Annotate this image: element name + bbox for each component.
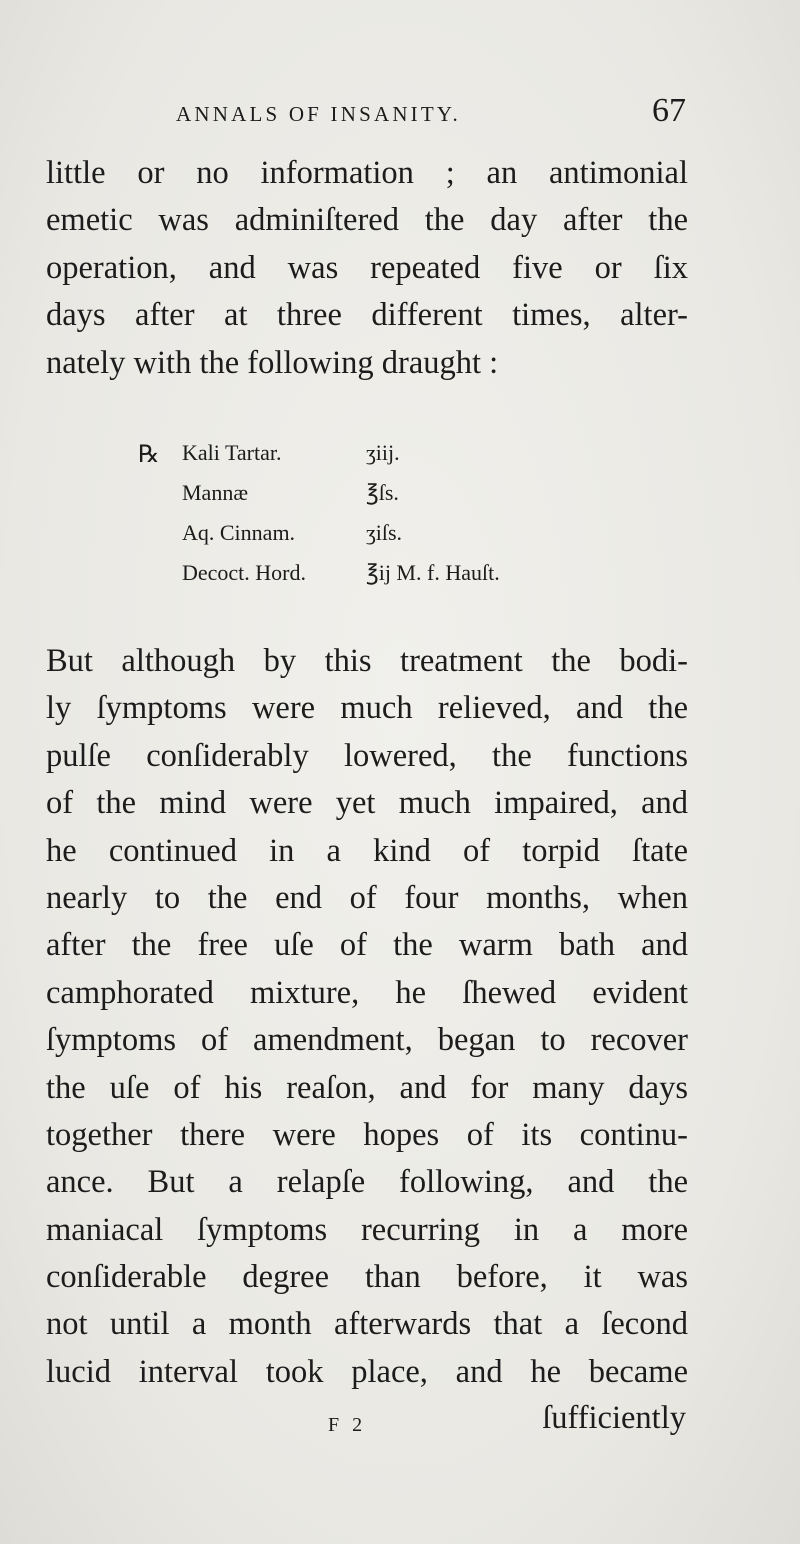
- text-line: ance. But a relapſe following, and the: [46, 1164, 688, 1201]
- text-line: conſiderable degree than before, it was: [46, 1259, 688, 1296]
- prescription-quantity: ℥ij M. f. Hauſt.: [366, 560, 500, 585]
- text-line: But although by this treatment the bodi-: [46, 643, 688, 679]
- text-line: after the free uſe of the warm bath and: [46, 927, 688, 964]
- running-title: ANNALS OF INSANITY.: [176, 102, 462, 126]
- text-line: nearly to the end of four months, when: [46, 879, 688, 916]
- text-line: emetic was adminiſtered the day after the: [46, 202, 688, 239]
- text-line: not until a month afterwards that a ſecond: [46, 1306, 688, 1343]
- prescription-row: [138, 520, 698, 552]
- text-line: together there were hopes of its continu-: [46, 1116, 688, 1153]
- text-line: camphorated mixture, he ſhewed evident: [46, 974, 688, 1011]
- prescription-quantity: ʒiſs.: [366, 520, 403, 545]
- text-line: nately with the following draught :: [46, 344, 499, 381]
- text-line: operation, and was repeated five or ſix: [46, 249, 688, 286]
- prescription-ingredient: Kali Tartar.: [182, 440, 282, 465]
- prescription-quantity: ℥ſs.: [366, 480, 399, 505]
- text-line: pulſe conſiderably lowered, the functions: [46, 737, 688, 774]
- signature-mark: F 2: [328, 1414, 367, 1436]
- prescription-row: [138, 480, 698, 512]
- prescription-ingredient: Decoct. Hord.: [182, 560, 307, 585]
- prescription-quantity: ʒiij.: [366, 440, 400, 465]
- text-line: maniacal ſymptoms recurring in a more: [46, 1211, 688, 1248]
- catchword: ſufficiently: [542, 1400, 686, 1436]
- text-line: lucid interval took place, and he became: [46, 1353, 688, 1390]
- text-line: days after at three different times, alter-: [46, 297, 688, 334]
- text-line: ſymptoms of amendment, began to recover: [46, 1022, 688, 1059]
- prescription-ingredient: Mannæ: [182, 480, 248, 505]
- page-number: 67: [652, 92, 686, 129]
- prescription-row: [138, 560, 698, 592]
- paragraph-2: [46, 638, 688, 1396]
- text-line: of the mind were yet much impaired, and: [46, 785, 688, 822]
- text-line: ly ſymptoms were much relieved, and the: [46, 690, 688, 727]
- text-line: the uſe of his reaſon, and for many days: [46, 1069, 688, 1106]
- page-footer: [46, 1400, 690, 1450]
- text-line: little or no information ; an antimonial: [46, 155, 688, 191]
- paragraph-1: [46, 150, 688, 387]
- page-header: [46, 92, 690, 142]
- prescription-row: [138, 440, 698, 472]
- prescription-ingredient: Aq. Cinnam.: [182, 520, 296, 545]
- recipe-symbol: ℞: [138, 442, 160, 468]
- text-line: he continued in a kind of torpid ſtate: [46, 832, 688, 869]
